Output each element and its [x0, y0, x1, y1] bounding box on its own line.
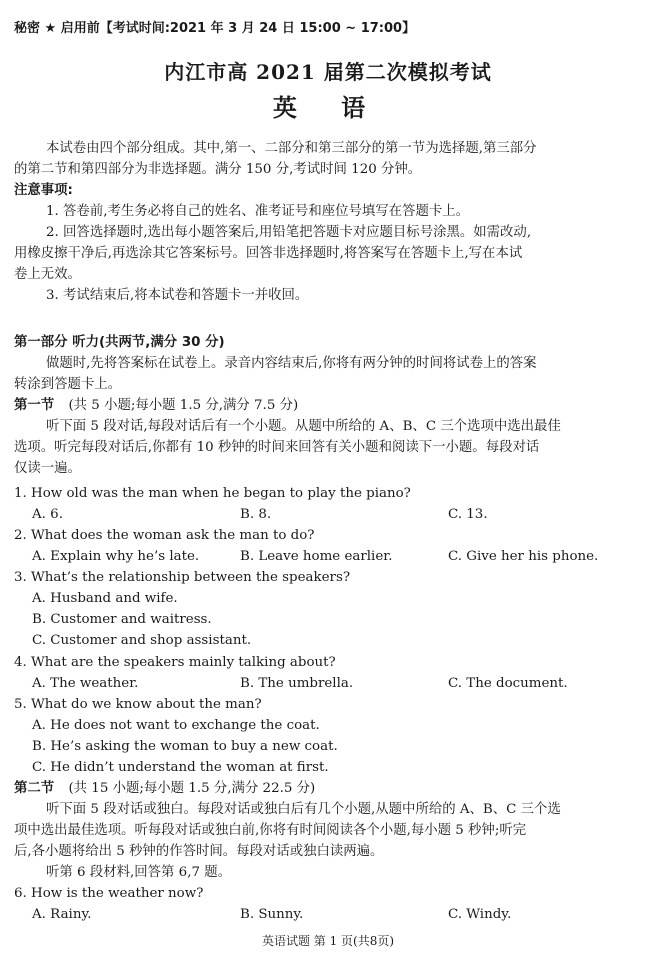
question-1-option-b: B. 8.: [240, 507, 272, 522]
intro-line-1: 本试卷由四个部分组成。其中,第一、二部分和第三部分的第一节为选择题,第三部分: [46, 141, 537, 156]
question-4-option-c: C. The document.: [448, 676, 568, 691]
question-1-stem: 1. How old was the man when he began to play the piano?: [14, 486, 411, 501]
question-2-option-a: A. Explain why he’s late.: [32, 549, 200, 564]
question-6-option-c: C. Windy.: [448, 907, 512, 922]
question-4-stem: 4. What are the speakers mainly talking about?: [14, 655, 336, 670]
question-5-option-c: C. He didn’t understand the woman at first.: [32, 760, 329, 775]
confidential-header: 秘密 ★ 启用前【考试时间:2021 年 3 月 24 日 15:00 ~ 17:00】: [14, 21, 416, 36]
section2-desc-line-3: 后,各小题将给出 5 秒钟的作答时间。每段对话或独白读两遍。: [14, 844, 384, 859]
note-2-line-1: 2. 回答选择题时,选出每小题答案后,用铅笔把答题卡对应题目标号涂黑。如需改动,: [46, 225, 532, 240]
section1-heading: [14, 396, 298, 416]
note-3: 3. 考试结束后,将本试卷和答题卡一并收回。: [46, 288, 309, 303]
section2-label: 第二节: [14, 781, 55, 796]
notes-heading: 注意事项:: [14, 183, 73, 198]
question-2-option-c: C. Give her his phone.: [448, 549, 599, 564]
question-4-option-a: A. The weather.: [32, 676, 139, 691]
question-3-option-b: B. Customer and waitress.: [32, 612, 212, 627]
question-5-option-b: B. He’s asking the woman to buy a new coat.: [32, 739, 338, 754]
section1-label: 第一节: [14, 398, 55, 413]
question-3-stem: 3. What’s the relationship between the speakers?: [14, 570, 351, 585]
question-2-stem: 2. What does the woman ask the man to do?: [14, 528, 315, 543]
question-6-stem: 6. How is the weather now?: [14, 886, 204, 901]
section2-desc-line-2: 项中选出最佳选项。听每段对话或独白前,你将有时间阅读各个小题,每小题 5 秒钟;听完: [14, 823, 527, 838]
intro-line-2: 的第二节和第四部分为非选择题。满分 150 分,考试时间 120 分钟。: [14, 162, 422, 177]
section2-material-note: 听第 6 段材料,回答第 6,7 题。: [46, 865, 232, 880]
page-footer: 英语试题 第 1 页(共8页): [261, 934, 395, 948]
question-1-option-a: A. 6.: [32, 507, 63, 522]
question-3-option-c: C. Customer and shop assistant.: [32, 633, 252, 648]
question-1-option-c: C. 13.: [448, 507, 488, 522]
note-2-line-3: 卷上无效。: [14, 267, 81, 282]
subject-title: 英 语: [272, 93, 384, 122]
part1-heading: 第一部分 听力(共两节,满分 30 分): [14, 335, 225, 350]
note-1: 1. 答卷前,考生务必将自己的姓名、准考证号和座位号填写在答题卡上。: [46, 204, 470, 219]
section1-info: (共 5 小题;每小题 1.5 分,满分 7.5 分): [68, 398, 299, 413]
section2-info: (共 15 小题;每小题 1.5 分,满分 22.5 分): [68, 781, 316, 796]
section1-desc-line-3: 仅读一遍。: [14, 461, 81, 476]
question-2-option-b: B. Leave home earlier.: [240, 549, 393, 564]
note-2-line-2: 用橡皮擦干净后,再选涂其它答案标号。回答非选择题时,将答案写在答题卡上,写在本试: [14, 246, 523, 261]
question-5-option-a: A. He does not want to exchange the coat.: [32, 718, 320, 733]
exam-title: 内江市高 2021 届第二次模拟考试: [164, 60, 492, 84]
part1-desc-line-2: 转涂到答题卡上。: [14, 377, 122, 392]
section1-desc-line-2: 选项。听完每段对话后,你都有 10 秒钟的时间来回答有关小题和阅读下一小题。每段对话: [14, 440, 540, 455]
question-6-option-a: A. Rainy.: [32, 907, 92, 922]
question-5-stem: 5. What do we know about the man?: [14, 697, 262, 712]
question-6-option-b: B. Sunny.: [240, 907, 304, 922]
part1-desc-line-1: 做题时,先将答案标在试卷上。录音内容结束后,你将有两分钟的时间将试卷上的答案: [46, 356, 537, 371]
section2-desc-line-1: 听下面 5 段对话或独白。每段对话或独白后有几个小题,从题中所给的 A、B、C 三个选: [46, 802, 561, 817]
section1-desc-line-1: 听下面 5 段对话,每段对话后有一个小题。从题中所给的 A、B、C 三个选项中选出最佳: [46, 419, 561, 434]
question-3-option-a: A. Husband and wife.: [32, 591, 178, 606]
section2-heading: [14, 779, 315, 799]
question-4-option-b: B. The umbrella.: [240, 676, 354, 691]
